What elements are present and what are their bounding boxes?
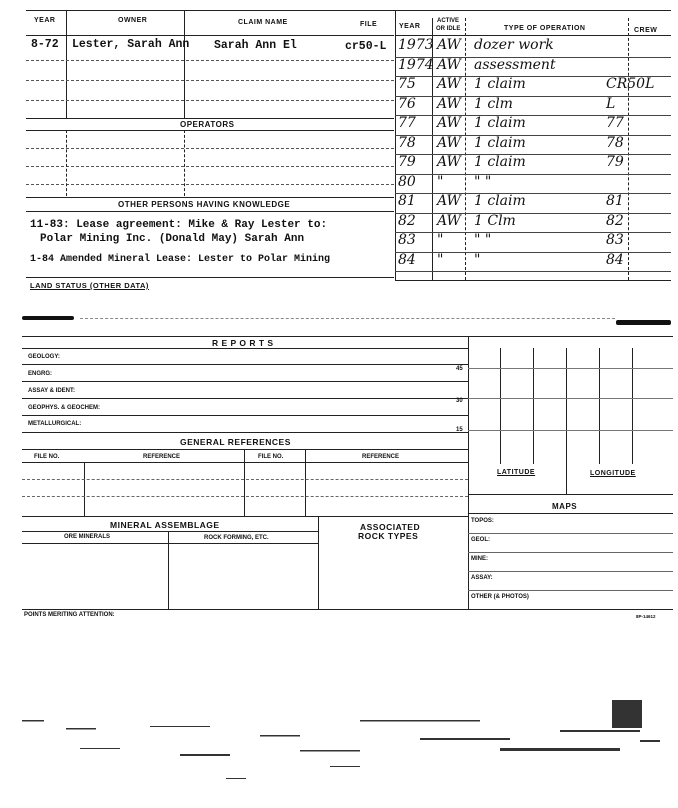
divider	[184, 130, 185, 196]
divider	[632, 348, 633, 464]
header-claim-name: CLAIM NAME	[238, 19, 288, 26]
divider	[84, 462, 85, 516]
history-operation: 1 Clm	[474, 212, 516, 229]
divider	[468, 336, 469, 609]
divider	[500, 348, 501, 464]
history-year: 80	[398, 173, 416, 190]
other-persons-top-line	[26, 197, 394, 198]
land-status-top-line	[26, 277, 394, 278]
maps-topos: TOPOS:	[471, 518, 494, 524]
ink-smudge	[616, 320, 671, 325]
other-persons-label: OTHER PERSONS HAVING KNOWLEDGE	[118, 200, 291, 209]
history-status: AW	[437, 134, 461, 151]
other-persons-underline	[26, 211, 394, 212]
history-year: 77	[398, 115, 416, 131]
history-year: 83	[398, 232, 416, 248]
history-year: 81	[398, 193, 416, 209]
header-file: FILE	[360, 21, 378, 28]
history-status: AW	[437, 115, 461, 131]
note-3: 1-84 Amended Mineral Lease: Lester to Polar Mining	[30, 254, 331, 265]
divider	[168, 531, 169, 609]
land-status-label: LAND STATUS (OTHER DATA)	[30, 281, 149, 290]
header-type-of-operation: TYPE OF OPERATION	[504, 25, 586, 32]
row-line	[22, 415, 468, 416]
header-year-2: YEAR	[399, 23, 421, 30]
history-year: 1974	[398, 56, 434, 73]
history-crew: 82	[606, 212, 624, 229]
row-line	[468, 368, 673, 369]
divider	[318, 516, 319, 609]
divider	[599, 348, 600, 464]
history-operation: assessment	[474, 56, 556, 73]
history-year: 1973	[398, 37, 434, 53]
row-line	[26, 100, 394, 101]
divider	[66, 10, 67, 118]
history-crew: CR50L	[606, 76, 655, 92]
gr-file-no: FILE NO.	[34, 454, 60, 460]
row-line	[26, 184, 394, 185]
mineral-ore: ORE MINERALS	[64, 534, 111, 540]
record-year: 8-72	[31, 38, 59, 51]
note-1: 11-83: Lease agreement: Mike & Ray Lester to:	[30, 219, 328, 231]
history-header-underline	[395, 35, 671, 36]
row-line	[468, 533, 673, 534]
header-crew: CREW	[634, 27, 658, 34]
row-line	[22, 398, 468, 399]
row-line	[22, 496, 468, 497]
history-operation: 1 claim	[474, 193, 526, 209]
history-status: AW	[437, 37, 461, 53]
gr-reference: REFERENCE	[143, 454, 181, 460]
general-references-title: GENERAL REFERENCES	[180, 437, 291, 447]
history-crew: 77	[606, 115, 624, 131]
row-line	[26, 166, 394, 167]
record-owner: Lester, Sarah Ann	[72, 38, 190, 51]
row-line	[468, 590, 673, 591]
history-status: "	[437, 251, 444, 268]
rock-types-label: ROCK TYPES	[358, 531, 419, 541]
gr-reference-2: REFERENCE	[362, 454, 400, 460]
reports-num-30: 30	[456, 398, 463, 404]
history-status: AW	[437, 76, 461, 92]
ink-smudge	[22, 316, 74, 320]
history-year: 78	[398, 134, 416, 151]
history-operation: " "	[474, 232, 492, 248]
operators-label: OPERATORS	[180, 120, 235, 129]
maps-title: MAPS	[552, 502, 578, 511]
operators-top-line	[26, 118, 394, 119]
history-status: AW	[437, 95, 461, 112]
maps-title-line	[468, 513, 673, 514]
points-label: POINTS MERITING ATTENTION:	[24, 612, 115, 618]
reports-top-line	[22, 336, 673, 337]
maps-other: OTHER (& PHOTOS)	[471, 594, 529, 600]
history-status: AW	[437, 56, 461, 73]
history-operation: "	[474, 251, 481, 268]
divider	[566, 348, 567, 464]
divider	[184, 10, 185, 118]
associated-label: ASSOCIATED	[360, 522, 421, 532]
record-file: cr50-L	[345, 40, 387, 53]
form-code: 8P-14612	[636, 614, 656, 619]
divider	[305, 449, 306, 516]
header-or-idle: OR IDLE	[436, 26, 461, 32]
latitude-label: LATITUDE	[497, 469, 536, 476]
history-year: 76	[398, 95, 416, 112]
reports-title-line	[22, 348, 468, 349]
reports-geology: GEOLOGY:	[28, 354, 60, 360]
row-line	[468, 552, 673, 553]
history-row-line	[395, 271, 671, 272]
header-underline	[26, 35, 394, 36]
mineral-rock: ROCK FORMING, ETC.	[204, 535, 269, 541]
row-line	[22, 449, 468, 450]
row-line	[22, 381, 468, 382]
record-claim-name: Sarah Ann El	[214, 39, 297, 52]
mineral-title: MINERAL ASSEMBLAGE	[110, 520, 220, 530]
history-crew: 79	[606, 154, 624, 170]
history-status: AW	[437, 154, 461, 170]
reports-title: R E P O R T S	[212, 338, 274, 348]
header-active: ACTIVE	[437, 18, 460, 24]
longitude-label: LONGITUDE	[590, 470, 636, 477]
row-line	[80, 318, 615, 319]
divider	[244, 449, 245, 516]
history-status: AW	[437, 193, 461, 209]
history-operation: 1 claim	[474, 115, 526, 131]
history-crew: 81	[606, 193, 624, 209]
reports-metallurgical: METALLURGICAL:	[28, 421, 82, 427]
divider	[66, 130, 67, 196]
row-line	[22, 364, 468, 365]
maps-mine: MINE:	[471, 556, 488, 562]
row-line	[26, 60, 394, 61]
reports-assay: ASSAY & IDENT:	[28, 388, 76, 394]
row-line	[22, 432, 468, 433]
history-crew: 83	[606, 232, 624, 248]
divider	[395, 10, 396, 280]
header-year: YEAR	[34, 17, 56, 24]
top-border	[26, 10, 671, 11]
reports-num-15: 15	[456, 427, 463, 433]
reports-engrg: ENGRG:	[28, 371, 52, 377]
maps-geol: GEOL:	[471, 537, 490, 543]
row-line	[22, 531, 318, 532]
history-status: AW	[437, 212, 461, 229]
points-top-line	[22, 609, 673, 610]
note-2: Polar Mining Inc. (Donald May) Sarah Ann	[40, 233, 305, 245]
history-year: 79	[398, 154, 416, 170]
header-owner: OWNER	[118, 17, 148, 24]
reports-num-45: 45	[456, 366, 463, 372]
history-operation: " "	[474, 173, 492, 190]
operators-underline	[26, 130, 394, 131]
divider	[566, 464, 567, 494]
history-operation: 1 claim	[474, 154, 526, 170]
history-operation: 1 claim	[474, 134, 526, 151]
row-line	[22, 462, 468, 463]
history-status: "	[437, 232, 444, 248]
row-line	[26, 148, 394, 149]
row-line	[26, 80, 394, 81]
row-line	[468, 398, 673, 399]
reports-geophys: GEOPHYS. & GEOCHEM:	[28, 405, 101, 411]
row-line	[22, 479, 468, 480]
maps-assay: ASSAY:	[471, 575, 493, 581]
history-crew: 84	[606, 251, 624, 268]
history-crew: 78	[606, 134, 624, 151]
history-bottom-line	[395, 280, 671, 281]
maps-top-line	[468, 494, 673, 495]
history-year: 75	[398, 76, 416, 92]
history-year: 84	[398, 251, 416, 268]
gr-file-no-2: FILE NO.	[258, 454, 284, 460]
mineral-top-line	[22, 516, 468, 517]
row-line	[468, 571, 673, 572]
history-operation: dozer work	[474, 37, 554, 53]
history-operation: 1 claim	[474, 76, 526, 92]
divider	[533, 348, 534, 464]
history-year: 82	[398, 212, 416, 229]
history-crew: L	[606, 95, 616, 112]
history-status: "	[437, 173, 444, 190]
scan-noise	[0, 690, 678, 808]
row-line	[22, 543, 318, 544]
history-operation: 1 clm	[474, 95, 513, 112]
row-line	[468, 430, 673, 431]
